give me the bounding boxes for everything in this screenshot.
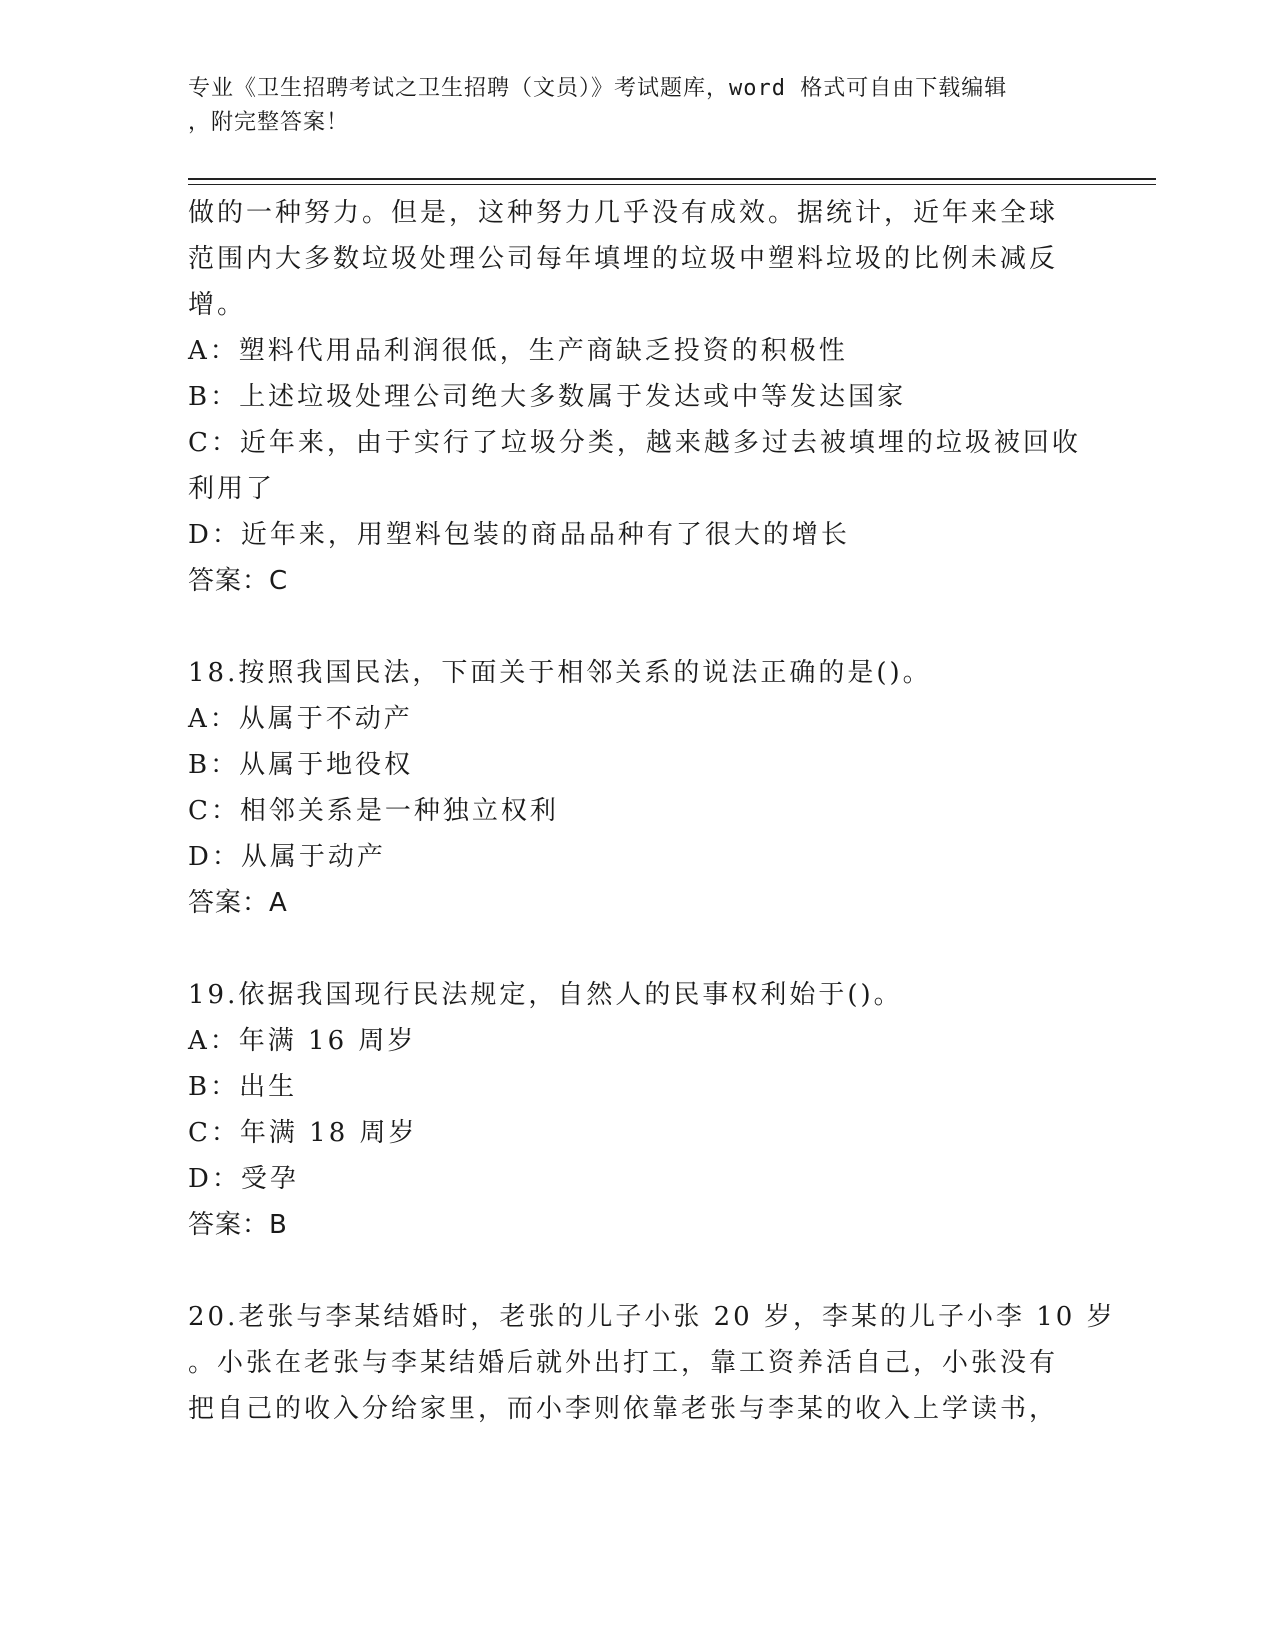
option-b: B：上述垃圾处理公司绝大多数属于发达或中等发达国家 [188, 382, 907, 412]
header-line-2: ，附完整答案！ [188, 110, 350, 135]
option-a: A：年满 16 周岁 [188, 1026, 417, 1056]
option-d: D：受孕 [188, 1164, 299, 1194]
question-19 [188, 972, 1088, 1248]
question-text-line: 。小张在老张与李某结婚后就外出打工，靠工资养活自己，小张没有 [188, 1348, 1059, 1378]
option-d: D：近年来，用塑料包装的商品品种有了很大的增长 [188, 520, 850, 550]
answer: 答案：B [188, 1210, 288, 1240]
option-c: C：近年来，由于实行了垃圾分类，越来越多过去被填埋的垃圾被回收 [188, 428, 1081, 458]
question-20 [188, 1294, 1116, 1432]
header-divider-thin [188, 184, 1156, 185]
option-a: A：从属于不动产 [188, 704, 413, 734]
document-body [188, 190, 1116, 1432]
header-line-1: 专业《卫生招聘考试之卫生招聘（文员）》考试题库，word 格式可自由下载编辑 [188, 76, 1008, 101]
option-c: C：年满 18 周岁 [188, 1118, 418, 1148]
header-divider-thick [188, 178, 1156, 180]
question-text-line: 做的一种努力。但是，这种努力几乎没有成效。据统计，近年来全球 [188, 198, 1059, 228]
question-18 [188, 650, 1088, 926]
answer: 答案：C [188, 566, 289, 596]
question-text-line: 增。 [188, 290, 247, 320]
option-a: A：塑料代用品利润很低，生产商缺乏投资的积极性 [188, 336, 848, 366]
option-b: B：从属于地役权 [188, 750, 414, 780]
option-d: D：从属于动产 [188, 842, 386, 872]
question-stem: 18.按照我国民法，下面关于相邻关系的说法正确的是()。 [188, 658, 932, 688]
document-header [188, 72, 1088, 140]
option-b: B：出生 [188, 1072, 298, 1102]
answer: 答案：A [188, 888, 288, 918]
question-text-line: 20.老张与李某结婚时，老张的儿子小张 20 岁，李某的儿子小李 10 岁 [188, 1302, 1116, 1332]
question-text-line: 范围内大多数垃圾处理公司每年填埋的垃圾中塑料垃圾的比例未减反 [188, 244, 1059, 274]
question-text-line: 把自己的收入分给家里，而小李则依靠老张与李某的收入上学读书， [188, 1394, 1059, 1424]
question-stem: 19.依据我国现行民法规定，自然人的民事权利始于()。 [188, 980, 903, 1010]
question-17-continued [188, 190, 1088, 604]
option-c-continued: 利用了 [188, 474, 276, 504]
option-c: C：相邻关系是一种独立权利 [188, 796, 559, 826]
